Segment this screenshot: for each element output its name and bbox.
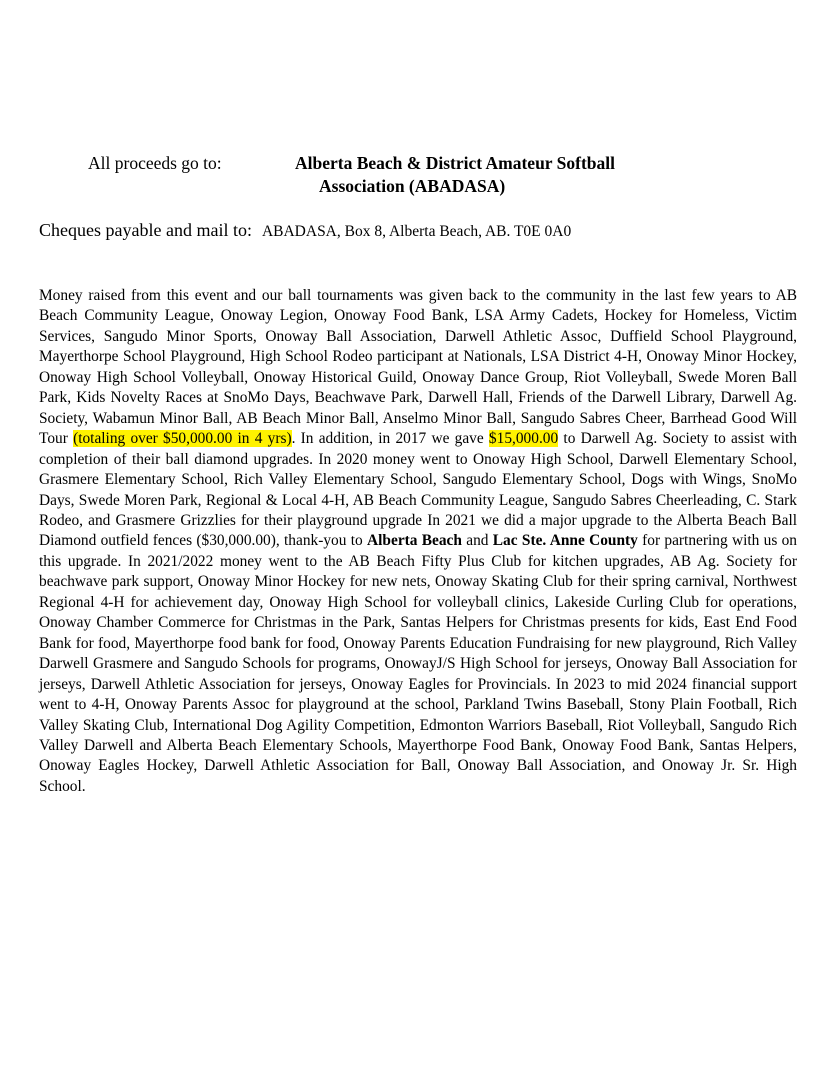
paragraph-text-part1: Money raised from this event and our ball tournaments was given back to the community in the last few years to AB Beach Community League, Onoway Legion, Onoway Food Bank, LSA Army Cadets, Hockey for Homeless, Victim Services, Sangudo Minor Sports, Onoway Ball Association, Darwell Athletic Assoc, Duffield School Playground, Mayerthorpe School Playground, High School Rodeo participant at Nationals, LSA District 4-H, Onoway Minor Hockey, Onoway High School Volleyball, Onoway Historical Guild, Onoway Dance Group, Riot Volleyball, Swede Moren Ball Park, Kids Novelty Races at SnoMo Days, Beachwave Park, Darwell Hall, Friends of the Darwell Library, Darwell Ag. Society, Wabamun Minor Ball, AB Beach Minor Ball, Anselmo Minor Ball, Sangudo Sabres Cheer, Barrhead Good Will Tour [39, 287, 797, 448]
highlighted-total: (totaling over $50,000.00 in 4 yrs) [73, 430, 292, 448]
paragraph-text-part5: for partnering with us on this upgrade. In 2021/2022 money went to the AB Beach Fifty Plus Club for kitchen upgrades, AB Ag. Society for beachwave park support, Onoway Minor Hockey for new nets, Onoway Skating Club for their spring carnival, Northwest Regional 4-H for achievement day, Onoway High School for volleyball clinics, Lakeside Curling Club for operations, Onoway Chamber Commerce for Christmas in the Park, Santas Helpers for Christmas presents for kids, East End Food Bank for food, Mayerthorpe food bank for food, Onoway Parents Education Fundraising for new playground, Rich Valley Darwell Grasmere and Sangudo Schools for programs, OnowayJ/S High School for jerseys, Onoway Ball Association for jerseys, Darwell Athletic Association for jerseys, Onoway Eagles for Provincials. In 2023 to mid 2024 financial support went to 4-H, Onoway Parents Assoc for playground at the school, Parkland Twins Baseball, Stony Plain Football, Rich Valley Skating Club, International Dog Agility Competition, Edmonton Warriors Baseball, Riot Volleyball, Sangudo Rich Valley Darwell and Alberta Beach Elementary Schools, Mayerthorpe Food Bank, Onoway Food Bank, Santas Helpers, Onoway Eagles Hockey, Darwell Athletic Association for Ball, Onoway Ball Association, and Onoway Jr. Sr. High School. [39, 532, 797, 795]
donations-paragraph [39, 286, 797, 797]
highlighted-amount: $15,000.00 [488, 430, 559, 448]
proceeds-label: All proceeds go to: [88, 153, 222, 173]
beneficiary-organization [295, 152, 675, 198]
organization-name-line1: Alberta Beach & District Amateur Softball [295, 153, 615, 173]
cheques-section [39, 220, 571, 241]
organization-name-line2: Association (ABADASA) [319, 176, 506, 196]
paragraph-text-part2: . In addition, in 2017 we gave [291, 430, 489, 448]
paragraph-text-part3: to Darwell Ag. Society to assist with completion of their ball diamond upgrades. In 2020 money went to Onoway High School, Darwell Elementary School, Grasmere Elementary School, Rich Valley Elementary School, Sangudo Elementary School, Dogs with Wings, SnoMo Days, Swede Moren Park, Regional & Local 4-H, AB Beach Community League, Sangudo Sabres Cheerleading, C. Stark Rodeo, and Grasmere Grizzlies for their playground upgrade In 2021 we did a major upgrade to the Alberta Beach Ball Diamond outfield fences ($30,000.00), thank-you to [39, 430, 797, 550]
paragraph-text-part4: and [461, 532, 493, 550]
cheques-label: Cheques payable and mail to: [39, 220, 252, 240]
partner-lac-ste-anne-county: Lac Ste. Anne County [492, 532, 638, 550]
mailing-address: ABADASA, Box 8, Alberta Beach, AB. T0E 0A0 [261, 223, 572, 240]
partner-alberta-beach: Alberta Beach [367, 532, 462, 550]
